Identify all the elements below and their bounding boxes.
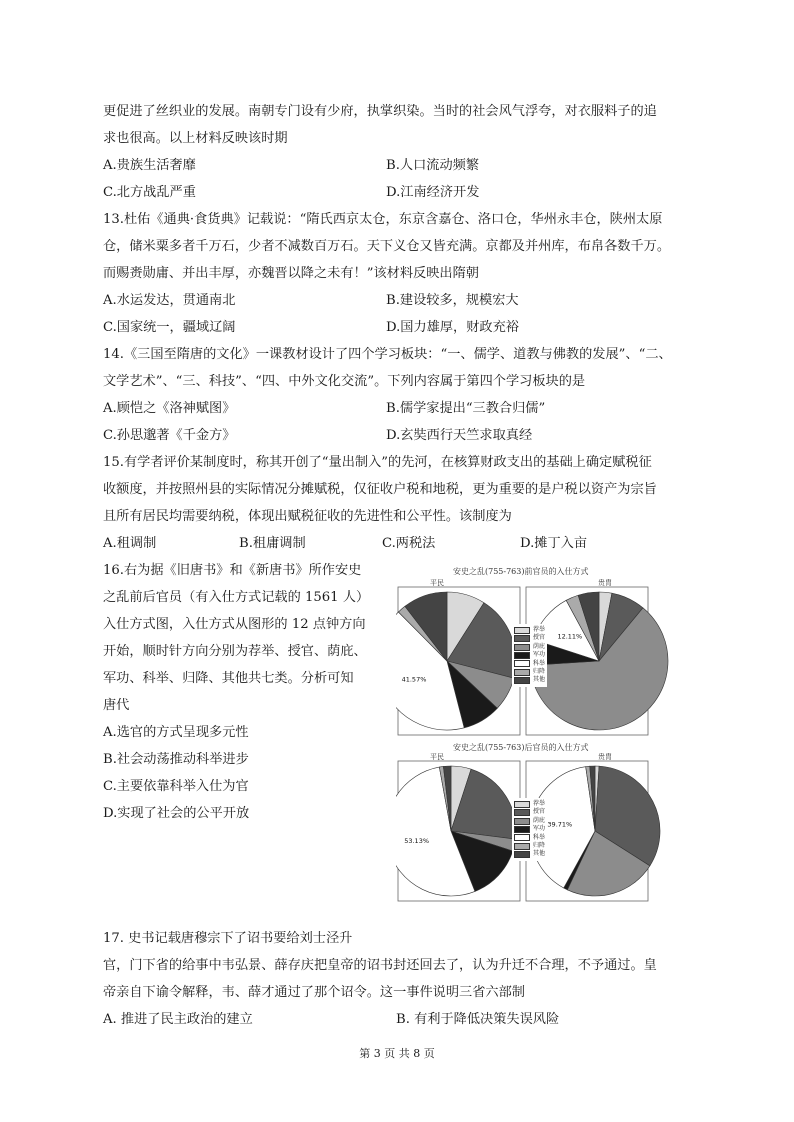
legend-label: 军功	[533, 651, 546, 659]
legend-item	[514, 676, 545, 684]
q16-option-c: C.主要依靠科举入仕为官	[103, 779, 249, 794]
q12-option-c: C.北方战乱严重	[103, 185, 196, 200]
page-footer: 第 3 页 共 8 页	[359, 1047, 435, 1060]
legend-swatch	[514, 809, 530, 816]
legend-swatch	[514, 660, 530, 667]
legend-label: 其他	[533, 850, 546, 858]
legend-swatch	[514, 818, 530, 825]
q14-option-d: D.玄奘西行天竺求取真经	[386, 428, 533, 443]
q14-stem-line: 文学艺术”、“三、科技”、“四、中外文化交流”。下列内容属于第四个学习板块的是	[103, 374, 586, 389]
legend-label: 科举	[533, 833, 546, 841]
chart-legend-before	[512, 624, 547, 687]
q15-option-b: B.租庸调制	[239, 536, 306, 551]
q13-option-a: A.水运发达，贯通南北	[103, 293, 236, 308]
q17-stem-line: 帝亲自下谕令解释，韦、薛才通过了那个诏令。这一事件说明三省六部制	[103, 985, 525, 1000]
q12-stem-line: 更促进了丝织业的发展。南朝专门设有少府，执掌织染。当时的社会风气浮夸，对衣服料子的追	[103, 104, 657, 119]
chart-series-name: 平民	[430, 579, 444, 587]
pie-data-label: 39.71%	[547, 820, 573, 829]
pie-data-label: 41.57%	[401, 675, 427, 684]
legend-swatch	[514, 801, 530, 808]
q12-option-a: A.贵族生活奢靡	[103, 158, 196, 173]
q15-option-c: C.两税法	[382, 536, 436, 551]
q13-stem-line: 仓，储米粟多者千万石，少者不减数百万石。天下义仓又皆充满。京都及并州库，布帛各数千万。	[103, 239, 671, 254]
q16-stem-line: 唐代	[103, 698, 130, 713]
q13-option-c: C.国家统一，疆域辽阔	[103, 320, 236, 335]
q13-option-b: B.建设较多，规模宏大	[386, 293, 519, 308]
q16-option-a: A.选官的方式呈现多元性	[103, 725, 249, 740]
legend-label: 科举	[533, 659, 546, 667]
q16-option-d: D.实现了社会的公平开放	[103, 806, 250, 821]
q17-option-a: A. 推进了民主政治的建立	[103, 1012, 253, 1027]
q13-stem-line: 而赐赉勋庸、并出丰厚，亦魏晋以降之未有！”该材料反映出隋朝	[103, 266, 479, 281]
chart-title-after: 安史之乱(755-763)后官员的入仕方式	[453, 743, 589, 752]
legend-label: 其他	[533, 676, 546, 684]
legend-swatch	[514, 826, 530, 833]
legend-label: 授官	[533, 808, 546, 816]
q16-option-b: B.社会动荡推动科举进步	[103, 752, 249, 767]
legend-item	[514, 643, 545, 651]
chart-legend-after	[512, 798, 547, 861]
legend-label: 军功	[533, 825, 546, 833]
pie-data-label: 12.11%	[557, 632, 583, 641]
legend-swatch	[514, 627, 530, 634]
q13-stem-line: 13.杜佑《通典·食货典》记载说：“隋氏西京太仓，东京含嘉仓、洛口仓，华州永丰仓，陕州太原	[103, 212, 663, 227]
chart-series-name: 贵胄	[598, 753, 612, 761]
q15-option-a: A.租调制	[103, 536, 157, 551]
q12-option-d: D.江南经济开发	[386, 185, 480, 200]
legend-label: 荫庇	[533, 816, 546, 824]
q16-stem-line: 之乱前后官员（有入仕方式记载的 1561 人）	[103, 590, 370, 605]
legend-label: 归降	[533, 668, 546, 676]
legend-swatch	[514, 834, 530, 841]
legend-item	[514, 651, 545, 659]
legend-item	[514, 634, 545, 642]
legend-item	[514, 850, 545, 858]
legend-item	[514, 808, 545, 816]
q14-option-a: A.顾恺之《洛神赋图》	[103, 401, 236, 416]
legend-swatch	[514, 644, 530, 651]
pie-data-label: 53.13%	[404, 836, 430, 845]
q12-option-b: B.人口流动频繁	[386, 158, 480, 173]
q13-option-d: D.国力雄厚，财政充裕	[386, 320, 519, 335]
chart-series-name: 贵胄	[598, 579, 612, 587]
q15-stem-line: 15.有学者评价某制度时，称其开创了“量出制入”的先河，在核算财政支出的基础上确定赋税征	[103, 455, 652, 470]
chart-title-before: 安史之乱(755-763)前官员的入仕方式	[453, 567, 589, 576]
q16-stem-line: 入仕方式图，入仕方式从图形的 12 点钟方向	[103, 617, 366, 632]
legend-swatch	[514, 851, 530, 858]
q17-stem-line: 17. 史书记载唐穆宗下了诏书要给刘士泾升	[103, 931, 353, 946]
q14-option-c: C.孙思邈著《千金方》	[103, 428, 236, 443]
legend-swatch	[514, 677, 530, 684]
legend-label: 荐举	[533, 626, 546, 633]
q17-option-b: B. 有利于降低决策失误风险	[396, 1012, 560, 1027]
q15-stem-line: 收额度，并按照州县的实际情况分摊赋税，仅征收户税和地税，更为重要的是户税以资产为宗旨	[103, 482, 657, 497]
legend-label: 荫庇	[533, 642, 546, 650]
legend-swatch	[514, 652, 530, 659]
legend-label: 归降	[533, 842, 546, 850]
q16-stem-line: 军功、科举、归降、其他共七类。分析可知	[103, 671, 354, 686]
legend-item	[514, 660, 545, 668]
q14-option-b: B.儒学家提出“三教合归儒”	[386, 401, 546, 416]
legend-item	[514, 825, 545, 833]
q17-stem-line: 官，门下省的给事中韦弘景、薛存庆把皇帝的诏书封还回去了，认为升迁不合理，不予通过。皇	[103, 958, 657, 973]
legend-item	[514, 817, 545, 825]
legend-label: 授官	[533, 634, 546, 642]
legend-label: 荐举	[533, 800, 546, 807]
q15-stem-line: 且所有居民均需要纳税，体现出赋税征收的先进性和公平性。该制度为	[103, 509, 512, 524]
q16-stem-line: 16.右为据《旧唐书》和《新唐书》所作安史	[103, 563, 362, 578]
q12-stem-line: 求也很高。以上材料反映该时期	[103, 131, 288, 146]
q15-option-d: D.摊丁入亩	[520, 536, 588, 551]
chart-series-name: 平民	[430, 753, 444, 761]
legend-swatch	[514, 669, 530, 676]
q14-stem-line: 14.《三国至隋唐的文化》一课教材设计了四个学习板块：“一、儒学、道教与佛教的发展”、“二、	[103, 347, 672, 362]
legend-item	[514, 834, 545, 842]
legend-swatch	[514, 843, 530, 850]
legend-swatch	[514, 635, 530, 642]
q16-stem-line: 开始，顺时针方向分别为荐举、授官、荫庇、	[103, 644, 367, 659]
